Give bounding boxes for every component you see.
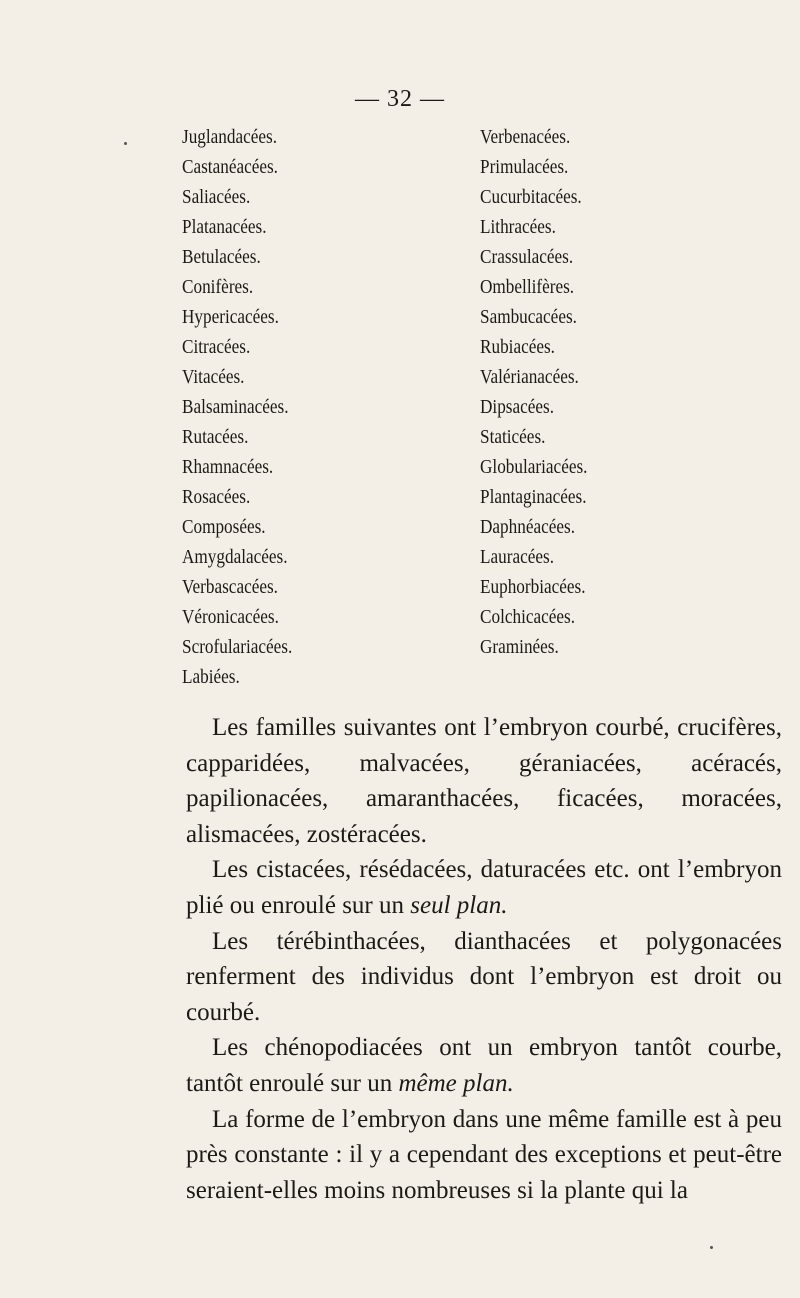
list-item: Castanéacées. [182,156,278,178]
list-item: Graminées. [480,636,559,658]
list-item: Amygdalacées. [182,546,288,568]
paragraph: Les familles suivantes ont l’embryon courbé, crucifères, capparidées, malvacées, géraniacées, acéracés, papilionacées, amaranthacées, ficacées, moracées, alismacées, zostéracées. [186,714,782,848]
list-item: Lithracées. [480,216,556,238]
paragraph: Les térébinthacées, dianthacées et polygonacées renferment des individus dont l’embryon est droit ou courbé. [186,927,782,1026]
emphasis-text: même plan. [398,1069,514,1097]
paragraph-text: Les cistacées, résédacées, daturacées etc. ont l’embryon plié ou enroulé sur un [186,856,782,919]
list-item: Rosacées. [182,486,251,508]
list-item: Conifères. [182,276,254,298]
paragraph: La forme de l’embryon dans une même famille est à peu près constante : il y a cependant des exceptions et peut-être seraient-elles moins nombreuses si la plante qui la [186,1105,782,1204]
body-text [186,710,782,1208]
list-item: Platanacées. [182,216,267,238]
list-item: Daphnéacées. [480,516,576,538]
list-item: Verbenacées. [480,126,571,148]
list-item: Euphorbiacées. [480,576,586,598]
list-item: Sambucacées. [480,306,577,328]
list-item: Saliacées. [182,186,251,208]
list-item: Verbascacées. [182,576,278,598]
list-item: Primulacées. [480,156,569,178]
paragraph [186,852,782,923]
list-item: Plantaginacées. [480,486,587,508]
list-item: Rutacées. [182,426,249,448]
list-item: Citracées. [182,336,251,358]
list-item: Betulacées. [182,246,261,268]
list-item: Composées. [182,516,266,538]
emphasis-text: seul plan. [410,891,508,919]
list-item: Hypericacées. [182,306,279,328]
list-item: Lauracées. [480,546,555,568]
list-item: Labiées. [182,666,240,688]
list-item: Scrofulariacées. [182,636,293,658]
paragraph-text: Les chénopodiacées ont un embryon tantôt courbe, tantôt enroulé sur un [186,1034,782,1097]
list-item: Rubiacées. [480,336,555,358]
page-number: — 32 — [355,86,445,112]
list-item: Ombellifères. [480,276,575,298]
list-item: Staticées. [480,426,546,448]
list-item: Rhamnacées. [182,456,274,478]
list-item: Véronicacées. [182,606,279,628]
list-item: Balsaminacées. [182,396,289,418]
list-item: Colchicacées. [480,606,576,628]
paragraph [186,1030,782,1101]
family-list-right [480,122,605,662]
list-item: Globulariacées. [480,456,588,478]
family-list-left [182,122,310,692]
ink-speck [124,142,127,145]
list-item: Cucurbitacées. [480,186,582,208]
list-item: Dipsacées. [480,396,555,418]
ink-speck [710,1246,713,1249]
list-item: Crassulacées. [480,246,574,268]
list-item: Juglandacées. [182,126,278,148]
list-item: Vitacées. [182,366,245,388]
list-item: Valérianacées. [480,366,579,388]
